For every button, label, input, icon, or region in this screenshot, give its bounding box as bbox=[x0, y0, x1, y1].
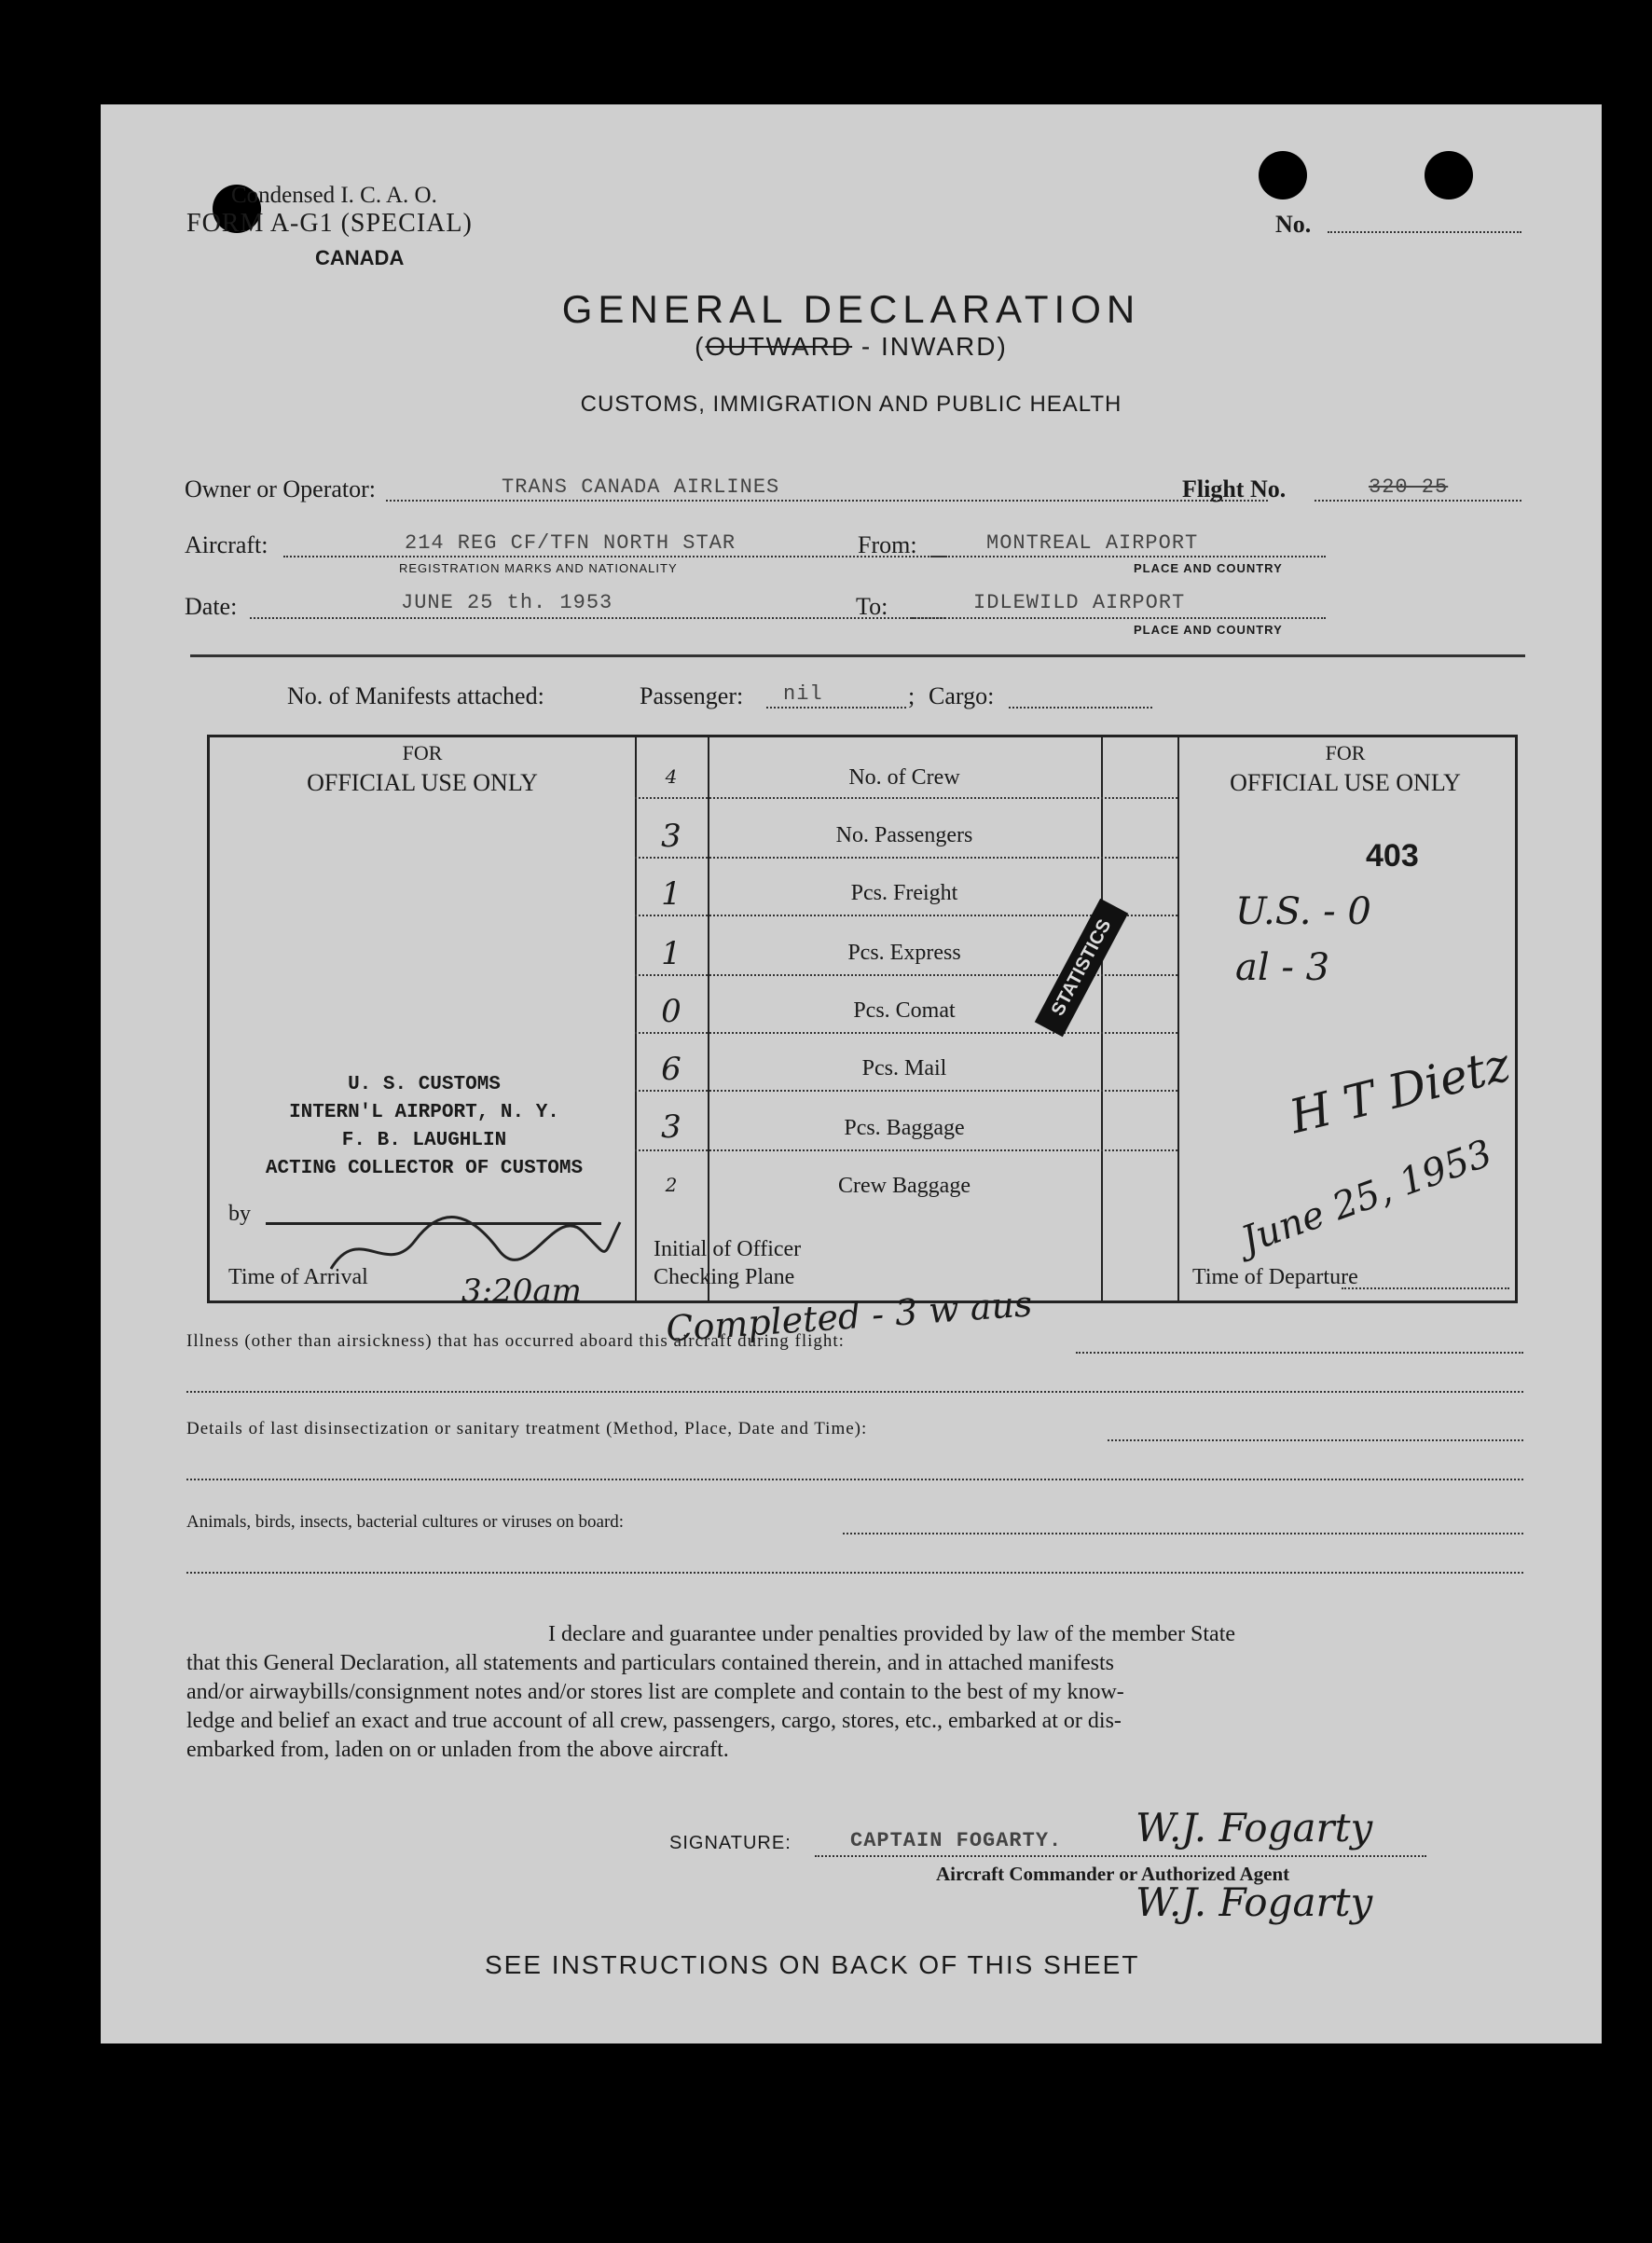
customs-stamp-line: U. S. CUSTOMS bbox=[348, 1074, 501, 1095]
declaration-line: ledge and belief an exact and true account of all crew, passengers, cargo, stores, etc., embarked at or dis- bbox=[186, 1709, 1122, 1733]
illness-line-2[interactable] bbox=[186, 1391, 1523, 1393]
passenger-manifest-value[interactable]: nil bbox=[783, 682, 823, 706]
customs-stamp-line: F. B. LAUGHLIN bbox=[341, 1130, 507, 1151]
to-caption: PLACE AND COUNTRY bbox=[1134, 623, 1283, 637]
flight-label: Flight No. bbox=[1182, 475, 1287, 502]
aircraft-caption: REGISTRATION MARKS AND NATIONALITY bbox=[399, 561, 678, 575]
from-line bbox=[930, 556, 1326, 557]
row-line bbox=[635, 1032, 1177, 1034]
column-divider bbox=[1101, 737, 1103, 1300]
passenger-manifest-label: Passenger: bbox=[640, 682, 744, 709]
date-label: Date: bbox=[185, 593, 238, 620]
outward-struck: OUTWARD bbox=[705, 332, 853, 361]
crew-label: No. of Crew bbox=[848, 765, 960, 790]
number-field[interactable] bbox=[1328, 231, 1521, 233]
flight-value[interactable]: 320-25 bbox=[1369, 475, 1449, 499]
mail-label: Pcs. Mail bbox=[861, 1056, 947, 1080]
left-for: FOR bbox=[402, 741, 443, 764]
signature-handwritten-2: W.J. Fogarty bbox=[1136, 1879, 1373, 1925]
form-line-1: Condensed I. C. A. O. bbox=[231, 183, 437, 208]
illness-field[interactable] bbox=[1076, 1352, 1523, 1354]
signature-label: SIGNATURE: bbox=[669, 1833, 792, 1853]
express-label: Pcs. Express bbox=[847, 941, 961, 965]
animals-label: Animals, birds, insects, bacterial cultures or viruses on board: bbox=[186, 1512, 625, 1532]
divider bbox=[190, 654, 1525, 657]
completed-note: Completed - 3 w aus bbox=[664, 1283, 1034, 1350]
comat-count[interactable]: 0 bbox=[661, 993, 681, 1030]
left-official: OFFICIAL USE ONLY bbox=[307, 769, 538, 796]
date-value[interactable]: JUNE 25 th. 1953 bbox=[401, 591, 613, 614]
freight-label: Pcs. Freight bbox=[850, 881, 958, 905]
signature-typed: CAPTAIN FOGARTY. bbox=[850, 1829, 1063, 1852]
to-value[interactable]: IDLEWILD AIRPORT bbox=[973, 591, 1186, 614]
disinsect-line-2[interactable] bbox=[186, 1479, 1523, 1480]
date-line bbox=[250, 617, 945, 619]
time-arrival-label: Time of Arrival bbox=[228, 1265, 368, 1289]
signature-handwritten: W.J. Fogarty bbox=[1136, 1805, 1373, 1851]
customs-stamp-line: INTERN'L AIRPORT, N. Y. bbox=[289, 1102, 559, 1123]
aircraft-line bbox=[283, 556, 947, 557]
declaration-line: and/or airwaybills/consignment notes and/or stores list are complete and contain to the best of my know- bbox=[186, 1680, 1124, 1704]
footer-instructions: SEE INSTRUCTIONS ON BACK OF THIS SHEET bbox=[485, 1950, 1140, 1979]
punch-hole bbox=[1425, 151, 1473, 200]
direction-line bbox=[101, 332, 1602, 362]
illness-label: Illness (other than airsickness) that has occurred aboard this aircraft during flight: bbox=[186, 1331, 845, 1351]
right-date: June 25, 1953 bbox=[1235, 1132, 1498, 1262]
right-signature: H T Dietz bbox=[1284, 1037, 1516, 1145]
row-line bbox=[635, 857, 1177, 859]
animals-line-2[interactable] bbox=[186, 1572, 1523, 1574]
cargo-manifest-label: Cargo: bbox=[929, 682, 995, 709]
declaration-line: that this General Declaration, all statements and particulars contained therein, and in attached manifests bbox=[186, 1651, 1114, 1675]
cargo-manifest-field[interactable] bbox=[1009, 707, 1152, 709]
right-note-2: al - 3 bbox=[1235, 946, 1330, 989]
express-count[interactable]: 1 bbox=[661, 935, 681, 972]
country-label: CANADA bbox=[315, 246, 405, 269]
passenger-manifest-line bbox=[766, 707, 906, 709]
signature-caption: Aircraft Commander or Authorized Agent bbox=[936, 1863, 1290, 1885]
declaration-line: I declare and guarantee under penalties provided by law of the member State bbox=[548, 1622, 1236, 1646]
number-label: No. bbox=[1275, 211, 1312, 238]
from-caption: PLACE AND COUNTRY bbox=[1134, 561, 1283, 575]
customs-stamp-line: ACTING COLLECTOR OF CUSTOMS bbox=[265, 1158, 584, 1179]
to-label: To: bbox=[856, 593, 888, 620]
form-line-2: FORM A-G1 (SPECIAL) bbox=[186, 209, 473, 238]
crew-baggage-count[interactable]: 2 bbox=[665, 1174, 678, 1196]
manifests-label: No. of Manifests attached: bbox=[287, 682, 544, 709]
statistics-stamp: STATISTICS bbox=[1035, 899, 1128, 1037]
declaration-form-sheet bbox=[101, 104, 1602, 2043]
freight-count[interactable]: 1 bbox=[661, 875, 681, 913]
right-note-1: U.S. - 0 bbox=[1235, 890, 1371, 933]
right-official: OFFICIAL USE ONLY bbox=[1230, 769, 1461, 796]
owner-value[interactable]: TRANS CANADA AIRLINES bbox=[502, 475, 780, 499]
initial-label-2: Checking Plane bbox=[654, 1265, 795, 1289]
comat-label: Pcs. Comat bbox=[853, 998, 956, 1023]
crew-count[interactable]: 4 bbox=[665, 765, 678, 788]
row-line bbox=[635, 1090, 1177, 1092]
disinsect-label: Details of last disinsectization or sanitary treatment (Method, Place, Date and Time): bbox=[186, 1419, 868, 1438]
right-for: FOR bbox=[1325, 741, 1366, 764]
declaration-line: embarked from, laden on or unladen from the above aircraft. bbox=[186, 1738, 729, 1762]
initial-label-1: Initial of Officer bbox=[654, 1237, 802, 1261]
animals-field[interactable] bbox=[843, 1533, 1523, 1534]
paren-open: ( bbox=[695, 332, 706, 361]
right-number: 403 bbox=[1366, 838, 1419, 874]
customs-stamp bbox=[228, 1071, 620, 1183]
row-line bbox=[635, 1149, 1177, 1151]
official-use-table bbox=[207, 735, 1518, 1310]
from-value[interactable]: MONTREAL AIRPORT bbox=[986, 531, 1199, 555]
flight-line bbox=[1315, 500, 1521, 502]
row-line bbox=[635, 797, 1177, 799]
column-divider bbox=[1177, 737, 1179, 1300]
by-label: by bbox=[228, 1202, 251, 1226]
mail-count[interactable]: 6 bbox=[661, 1051, 681, 1088]
passengers-label: No. Passengers bbox=[835, 823, 973, 847]
signature-field[interactable] bbox=[815, 1855, 1426, 1857]
declaration-text bbox=[186, 1620, 1523, 1765]
aircraft-value[interactable]: 214 REG CF/TFN NORTH STAR bbox=[405, 531, 737, 555]
baggage-label: Pcs. Baggage bbox=[844, 1116, 965, 1140]
manifest-separator: ; bbox=[908, 682, 915, 709]
time-departure-field[interactable] bbox=[1342, 1287, 1509, 1289]
disinsect-field[interactable] bbox=[1108, 1439, 1523, 1441]
punch-hole bbox=[1259, 151, 1307, 200]
from-label: From: bbox=[858, 531, 917, 558]
subtitle: CUSTOMS, IMMIGRATION AND PUBLIC HEALTH bbox=[580, 392, 1122, 417]
row-line bbox=[635, 974, 1177, 976]
owner-label: Owner or Operator: bbox=[185, 475, 377, 502]
aircraft-label: Aircraft: bbox=[185, 531, 268, 558]
time-departure-label: Time of Departure bbox=[1192, 1265, 1358, 1289]
page-title: GENERAL DECLARATION bbox=[561, 287, 1141, 331]
to-line bbox=[912, 617, 1326, 619]
owner-line bbox=[386, 500, 1268, 502]
passengers-count[interactable]: 3 bbox=[661, 818, 681, 855]
inward-label: - INWARD) bbox=[852, 332, 1008, 361]
crew-baggage-label: Crew Baggage bbox=[838, 1174, 971, 1198]
baggage-count[interactable]: 3 bbox=[661, 1108, 681, 1146]
time-arrival-value[interactable]: 3:20am bbox=[461, 1273, 582, 1310]
